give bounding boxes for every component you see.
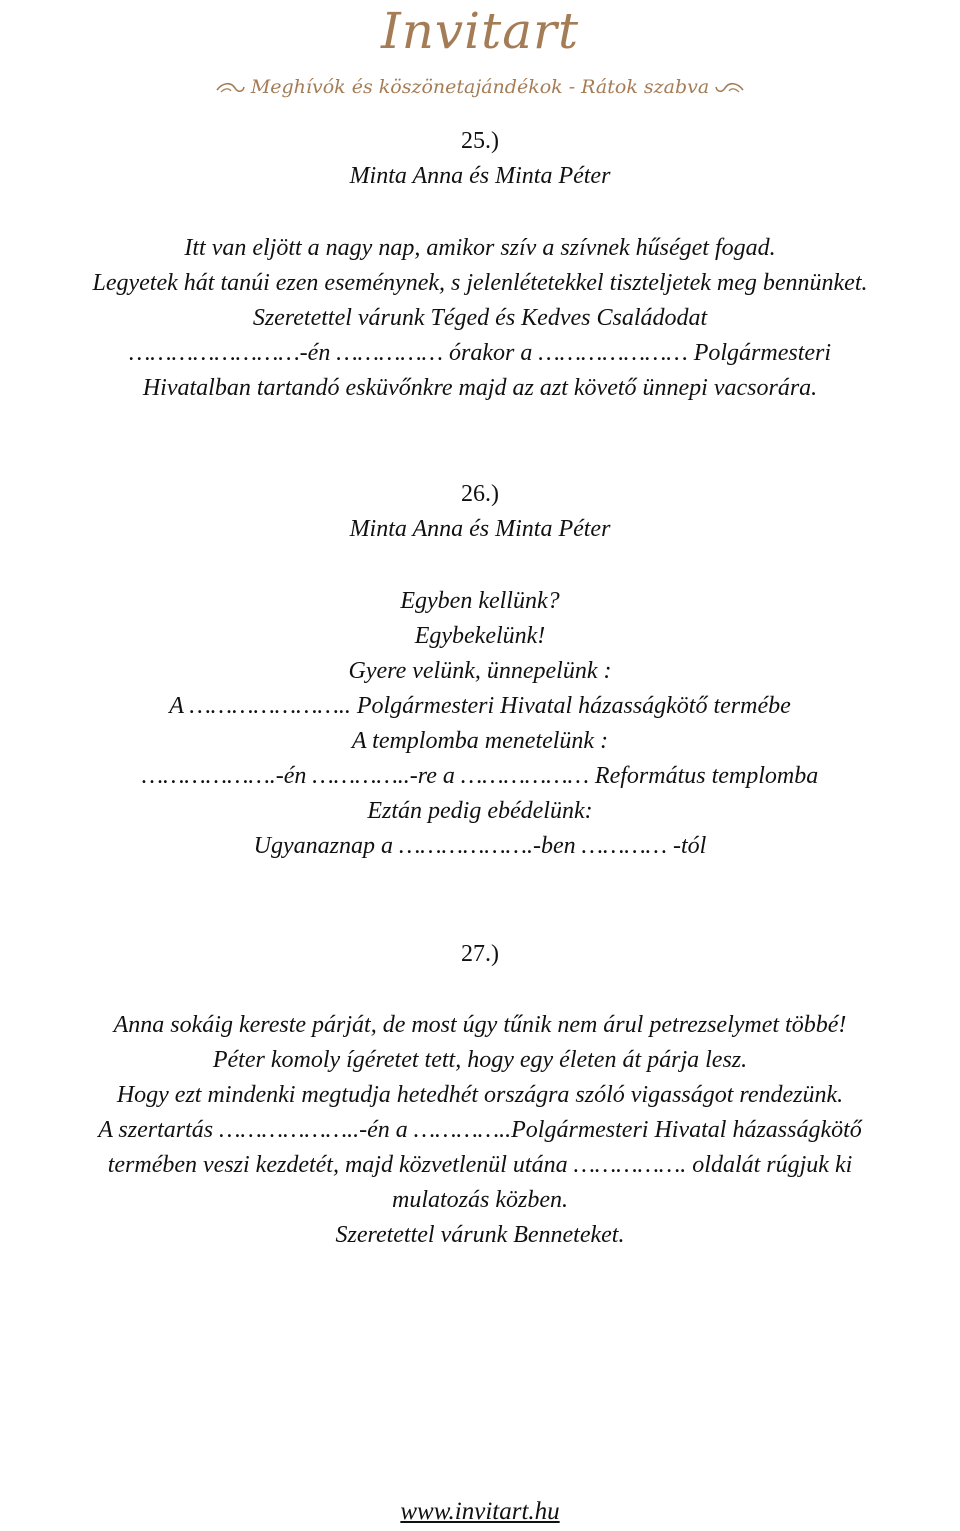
invitation-27-text [0,1008,960,1253]
text-line: Szeretettel várunk Benneteket. [335,1222,625,1248]
brand-logo: Invitart [380,2,580,60]
text-line: Péter komoly ígéretet tett, hogy egy életen át párja lesz. [212,1047,748,1073]
footer-website-link[interactable]: www.invitart.hu [400,1498,560,1525]
invitation-number: 26.) [461,481,499,507]
text-line: Hivatalban tartandó esküvőnkre majd az azt követő ünnepi vacsorára. [142,375,818,401]
text-line: Anna sokáig kereste párját, de most úgy tűnik nem árul petrezselymet többé! [113,1012,847,1038]
text-line: termében veszi kezdetét, majd közvetlenül utána ……………. oldalát rúgjuk ki [107,1152,853,1178]
text-line: Hogy ezt mindenki megtudja hetedhét országra szóló vigasságot rendezünk. [116,1082,844,1108]
text-line: mulatozás közben. [392,1187,568,1213]
couple-names: Minta Anna és Minta Péter [349,163,611,189]
text-line: Szeretettel várunk Téged és Kedves Családodat [252,305,708,331]
text-line: Egyben kellünk? [400,588,560,614]
invitation-25 [0,124,960,194]
brand-tagline-row [0,76,960,98]
couple-names: Minta Anna és Minta Péter [349,516,611,542]
right-flourish-icon [715,80,745,96]
invitation-27 [0,937,960,972]
text-line: Legyetek hát tanúi ezen eseménynek, s jelenlétetekkel tiszteljetek meg bennünket. [92,270,868,296]
text-line: ……………………-én …………… órakor a ………………… Polgármesteri [128,340,832,366]
text-line: Itt van eljött a nagy nap, amikor szív a szívnek hűséget fogad. [184,235,776,261]
text-line: A szertartás ………………..-én a …………..Polgármesteri Hivatal házasságkötő [98,1117,862,1143]
invitation-26-text [0,584,960,864]
brand-tagline: Meghívók és köszönetajándékok - Rátok szabva [250,76,710,98]
invitation-number: 25.) [461,128,499,154]
invitation-number: 27.) [461,941,499,967]
text-line: Egybekelünk! [414,623,546,649]
text-line: Ugyanaznap a ……………….-ben ………… -tól [253,833,707,859]
left-flourish-icon [215,80,245,96]
invitation-25-text [0,231,960,406]
text-line: ……………….-én …………..-re a ……………… Református templomba [141,763,819,789]
text-line: A ………………….. Polgármesteri Hivatal házasságkötő termébe [169,693,791,719]
text-line: Eztán pedig ebédelünk: [367,798,593,824]
invitation-26 [0,477,960,547]
text-line: Gyere velünk, ünnepelünk : [348,658,612,684]
text-line: A templomba menetelünk : [351,728,609,754]
